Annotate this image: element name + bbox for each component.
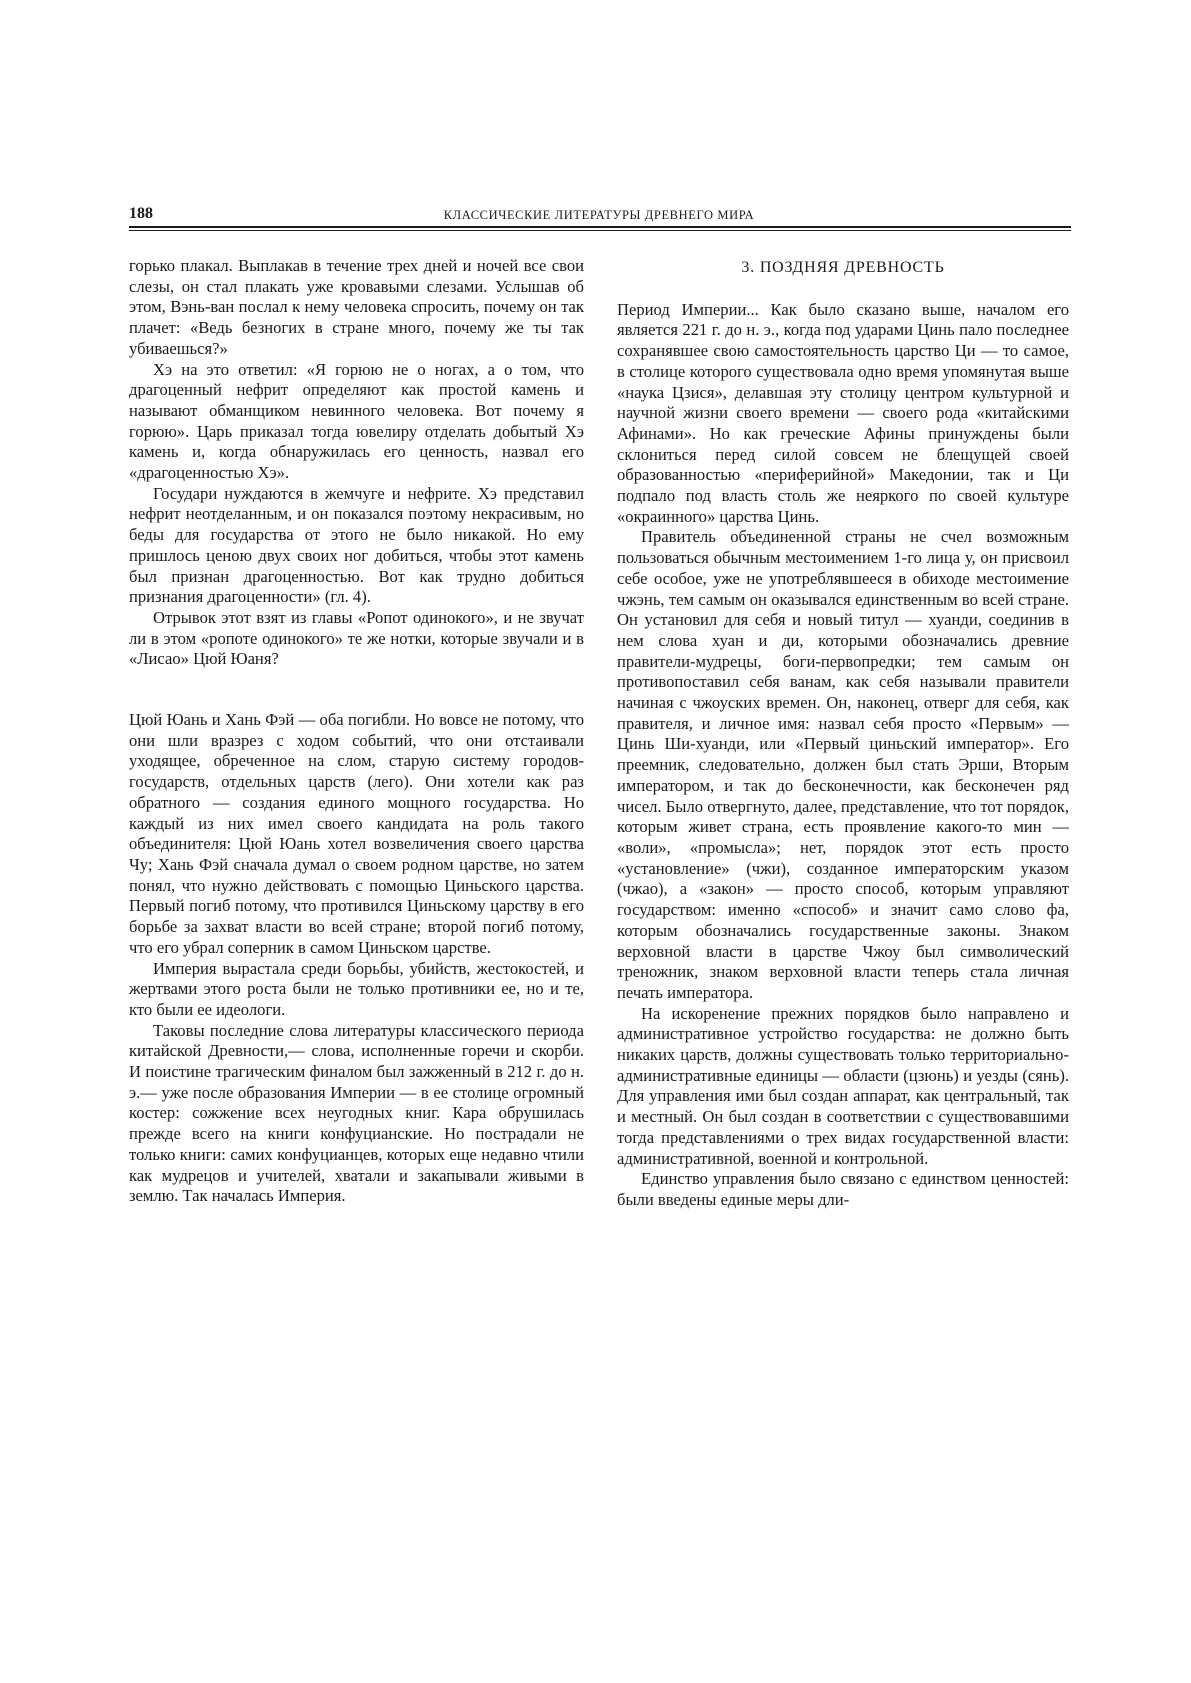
paragraph: Империя вырастала среди борьбы, убийств, жестокостей, и жертвами этого роста были не только противники ее, но и те, кто были ее идеологи. [129, 958, 584, 1019]
paragraph: Период Империи... Как было сказано выше, началом его является 221 г. до н. э., когда под ударами Цинь пало последнее сохранявшее свою самостоятельность царство Ци — то самое, в столице которого существовала одно время упомянутая выше «наука Цзися», делавшая эту столицу центром культурной и научной жизни своего времени — своего рода «китайскими Афинами». Но как греческие Афины принуждены были склониться перед силой совсем не блещущей своей образованностью «периферийной» Македонии, так и Ци подпало под власть столь же неяркого по своей культуре «окраинного» царства Цинь. [617, 299, 1069, 526]
paragraph: Хэ на это ответил: «Я горюю не о ногах, а о том, что драгоценный нефрит определяют как простой камень и называют обманщиком невинного человека. Вот почему я горюю». Царь приказал тогда ювелиру отделать добытый Хэ камень и, когда обнаружилась его ценность, назвал его «драгоценностью Хэ». [129, 359, 584, 483]
paragraph: Таковы последние слова литературы классического периода китайской Древности,— слова, исполненные горечи и скорби. И поистине трагическим финалом был зажженный в 212 г. до н. э.— уже после образования Империи — в ее столице огромный костер: сожжение всех неугодных книг. Кара обрушилась прежде всего на книги конфуцианские. Но пострадали не только книги: самих конфуцианцев, которых еще недавно чтили как мудрецов и учителей, хватали и закапывали живыми в землю. Так началась Империя. [129, 1020, 584, 1206]
header-rule-thin [129, 230, 1071, 231]
paragraph: Государи нуждаются в жемчуге и нефрите. Хэ представил нефрит неотделанным, и он показался поэтому некрасивым, но беды для государства от этого не было никакой. Но ему пришлось ценою двух своих ног добиться, чтобы этот камень был признан драгоценностью. Вот как трудно добиться признания драгоценности» (гл. 4). [129, 483, 584, 607]
paragraph: Отрывок этот взят из главы «Ропот одинокого», и не звучат ли в этом «ропоте одинокого» те же нотки, которые звучали и в «Лисао» Цюй Юаня? [129, 607, 584, 669]
paragraph: Правитель объединенной страны не счел возможным пользоваться обычным местоимением 1-го лица у, он присвоил себе особое, уже не употреблявшееся в обиходе местоимение чжэнь, тем самым он оказывался единственным во всей стране. Он установил для себя и новый титул — хуанди, соединив в нем слова хуан и ди, которыми обозначались древние правители-мудрецы, боги-первопредки; тем самым он противопоставил себя ванам, как себя называли правители начиная с чжоуских времен. Он, наконец, отверг для себя, как правителя, и личное имя: назвал себя просто «Первым» — Цинь Ши-хуанди, или «Первый циньский император». Его преемник, следовательно, должен был стать Эрши, Вторым императором, и так до бесконечности, как бесконечен ряд чисел. Было отвергнуто, далее, представление, что тот порядок, которым живет страна, есть проявление какого-то мин — «воли», «промысла»; нет, порядок этот есть просто «установление» (чжи), созданное императорским указом (чжао), а «закон» — просто способ, которым управляют государством: именно «способ» и значит само слово фа, которым обозначались государственные законы. Знаком верховной власти в царстве Чжоу был символический треножник, знаком верховной власти теперь стала личная печать императора. [617, 527, 1069, 1002]
right-column [617, 256, 1069, 1211]
paragraph: горько плакал. Выплакав в течение трех дней и ночей все свои слезы, он стал плакать уже кровавыми слезами. Услышав об этом, Вэнь-ван послал к нему человека спросить, почему он так плачет: «Ведь безногих в стране много, почему же ты так убиваешься?» [129, 256, 584, 358]
paragraph: Единство управления было связано с единством ценностей: были введены единые меры дли- [617, 1169, 1069, 1209]
running-title: КЛАССИЧЕСКИЕ ЛИТЕРАТУРЫ ДРЕВНЕГО МИРА [443, 208, 755, 222]
header-rule [129, 226, 1071, 228]
paragraph: На искоренение прежних порядков было направлено и административное устройство государства: не должно быть никаких царств, должны существовать только территориально-административные единицы — области (цзюнь) и уезды (сянь). Для управления ими был создан аппарат, как центральный, так и местный. Он был создан в соответствии с существовавшими тогда представлениями о трех видах государственной власти: административной, военной и контрольной. [617, 1003, 1069, 1168]
paragraph: Цюй Юань и Хань Фэй — оба погибли. Но вовсе не потому, что они шли вразрез с ходом событий, что они отстаивали уходящее, обреченное на слом, старую систему городов-государств, отдельных царств (лего). Они хотели как раз обратного — создания единого мощного государства. Но каждый из них имел своего кандидата на роль такого объединителя: Цюй Юань хотел возвеличения своего царства Чу; Хань Фэй сначала думал о своем родном царстве, но затем понял, что нужно действовать с помощью Циньского царства. Первый погиб потому, что противился Циньскому царству в его борьбе за захват власти во всей стране; второй погиб потому, что его убрал соперник в самом Циньском царстве. [129, 710, 584, 957]
running-header [129, 205, 1069, 227]
section-title: 3. ПОЗДНЯЯ ДРЕВНОСТЬ [741, 259, 945, 276]
left-column [129, 256, 584, 1207]
page-number: 188 [129, 205, 153, 222]
